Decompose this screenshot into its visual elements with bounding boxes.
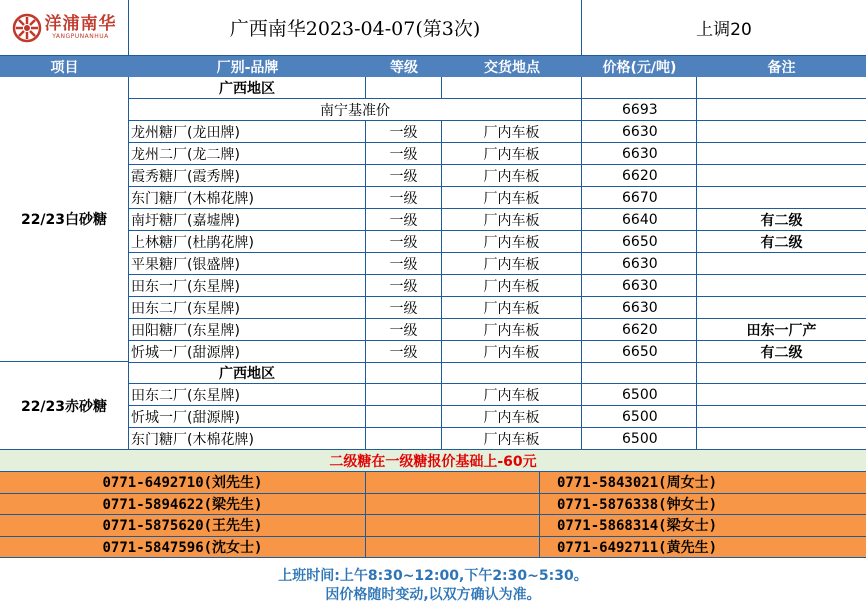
price-adjustment: 上调20 xyxy=(582,0,866,56)
remark xyxy=(697,187,866,209)
empty-cell xyxy=(366,77,442,99)
price: 6620 xyxy=(582,165,697,187)
remark xyxy=(697,275,866,297)
grade: 一级 xyxy=(366,297,442,319)
price: 6630 xyxy=(582,121,697,143)
delivery-place: 厂内车板 xyxy=(442,143,582,165)
price: 6630 xyxy=(582,297,697,319)
factory-brand: 田阳糖厂(东星牌) xyxy=(129,319,366,341)
logo-subtitle: YANGPUNANHUA xyxy=(52,32,109,40)
company-logo xyxy=(0,0,129,56)
price: 6640 xyxy=(582,209,697,231)
benchmark-label: 南宁基准价 xyxy=(129,99,582,121)
factory-brand: 平果糖厂(银盛牌) xyxy=(129,253,366,275)
factory-brand: 上林糖厂(杜鹃花牌) xyxy=(129,231,366,253)
empty-cell xyxy=(442,362,582,384)
grade: 一级 xyxy=(366,121,442,143)
group-label-white-sugar: 22/23白砂糖 xyxy=(0,77,129,362)
delivery-place: 厂内车板 xyxy=(442,253,582,275)
price: 6650 xyxy=(582,341,697,363)
price: 6670 xyxy=(582,187,697,209)
grade: 一级 xyxy=(366,275,442,297)
price: 6630 xyxy=(582,143,697,165)
contact-phone: 0771-5868314(梁女士) xyxy=(540,515,866,537)
delivery-place: 厂内车板 xyxy=(442,209,582,231)
delivery-place: 厂内车板 xyxy=(442,121,582,143)
contact-phone: 0771-6492711(黄先生) xyxy=(540,537,866,559)
price: 6500 xyxy=(582,384,697,406)
contact-spacer xyxy=(366,494,540,516)
price: 6620 xyxy=(582,319,697,341)
delivery-place: 厂内车板 xyxy=(442,319,582,341)
delivery-place: 厂内车板 xyxy=(442,187,582,209)
grade xyxy=(366,384,442,406)
remark xyxy=(697,143,866,165)
factory-brand: 南圩糖厂(嘉墟牌) xyxy=(129,209,366,231)
price-disclaimer: 因价格随时变动,以双方确认为准。 xyxy=(325,587,541,603)
empty-cell xyxy=(697,77,866,99)
remark: 有二级 xyxy=(697,231,866,253)
region-label: 广西地区 xyxy=(129,77,366,99)
remark xyxy=(697,384,866,406)
grade: 一级 xyxy=(366,209,442,231)
delivery-place: 厂内车板 xyxy=(442,275,582,297)
factory-brand: 霞秀糖厂(霞秀牌) xyxy=(129,165,366,187)
delivery-place: 厂内车板 xyxy=(442,297,582,319)
empty-cell xyxy=(582,362,697,384)
contact-phone: 0771-6492710(刘先生) xyxy=(0,472,366,494)
contact-phone: 0771-5876338(钟女士) xyxy=(540,494,866,516)
delivery-place: 厂内车板 xyxy=(442,406,582,428)
grade: 一级 xyxy=(366,253,442,275)
remark xyxy=(697,428,866,450)
grade: 一级 xyxy=(366,341,442,363)
remark: 有二级 xyxy=(697,209,866,231)
factory-brand: 田东一厂(东星牌) xyxy=(129,275,366,297)
remark xyxy=(697,297,866,319)
logo-mark-icon xyxy=(12,13,42,43)
factory-brand: 东门糖厂(木棉花牌) xyxy=(129,428,366,450)
delivery-place: 厂内车板 xyxy=(442,384,582,406)
col-header-remark: 备注 xyxy=(697,56,866,77)
grade-two-note: 二级糖在一级糖报价基础上-60元 xyxy=(0,450,866,472)
contact-phone: 0771-5875620(王先生) xyxy=(0,515,366,537)
contact-spacer xyxy=(366,472,540,494)
col-header-price: 价格(元/吨) xyxy=(582,56,697,77)
price: 6500 xyxy=(582,406,697,428)
grade xyxy=(366,428,442,450)
grade: 一级 xyxy=(366,319,442,341)
grade: 一级 xyxy=(366,231,442,253)
empty-cell xyxy=(697,99,866,121)
office-hours: 上班时间:上午8:30~12:00,下午2:30~5:30。 xyxy=(278,568,588,584)
contact-spacer xyxy=(366,515,540,537)
remark xyxy=(697,165,866,187)
col-header-place: 交货地点 xyxy=(442,56,582,77)
col-header-item: 项目 xyxy=(0,56,129,77)
empty-cell xyxy=(442,77,582,99)
logo-name: 洋浦南华 xyxy=(44,13,117,34)
price: 6650 xyxy=(582,231,697,253)
empty-cell xyxy=(582,77,697,99)
price: 6630 xyxy=(582,275,697,297)
remark xyxy=(697,121,866,143)
grade: 一级 xyxy=(366,143,442,165)
factory-brand: 龙州糖厂(龙田牌) xyxy=(129,121,366,143)
price: 6500 xyxy=(582,428,697,450)
factory-brand: 龙州二厂(龙二牌) xyxy=(129,143,366,165)
benchmark-price: 6693 xyxy=(582,99,697,121)
col-header-factory: 厂别-品牌 xyxy=(129,56,366,77)
contact-spacer xyxy=(366,537,540,559)
grade: 一级 xyxy=(366,165,442,187)
remark xyxy=(697,406,866,428)
delivery-place: 厂内车板 xyxy=(442,231,582,253)
empty-cell xyxy=(697,362,866,384)
remark: 有二级 xyxy=(697,341,866,363)
empty-cell xyxy=(366,362,442,384)
factory-brand: 忻城一厂(甜源牌) xyxy=(129,341,366,363)
price: 6630 xyxy=(582,253,697,275)
factory-brand: 东门糖厂(木棉花牌) xyxy=(129,187,366,209)
grade xyxy=(366,406,442,428)
group-label-raw-sugar: 22/23赤砂糖 xyxy=(0,362,129,450)
remark xyxy=(697,253,866,275)
sheet-title: 广西南华2023-04-07(第3次) xyxy=(129,0,582,56)
factory-brand: 田东二厂(东星牌) xyxy=(129,297,366,319)
factory-brand: 田东二厂(东星牌) xyxy=(129,384,366,406)
contact-phone: 0771-5843021(周女士) xyxy=(540,472,866,494)
factory-brand: 忻城一厂(甜源牌) xyxy=(129,406,366,428)
grade: 一级 xyxy=(366,187,442,209)
delivery-place: 厂内车板 xyxy=(442,428,582,450)
remark: 田东一厂产 xyxy=(697,319,866,341)
region-label: 广西地区 xyxy=(129,362,366,384)
contact-phone: 0771-5847596(沈女士) xyxy=(0,537,366,559)
contact-phone: 0771-5894622(梁先生) xyxy=(0,494,366,516)
delivery-place: 厂内车板 xyxy=(442,341,582,363)
delivery-place: 厂内车板 xyxy=(442,165,582,187)
col-header-grade: 等级 xyxy=(366,56,442,77)
